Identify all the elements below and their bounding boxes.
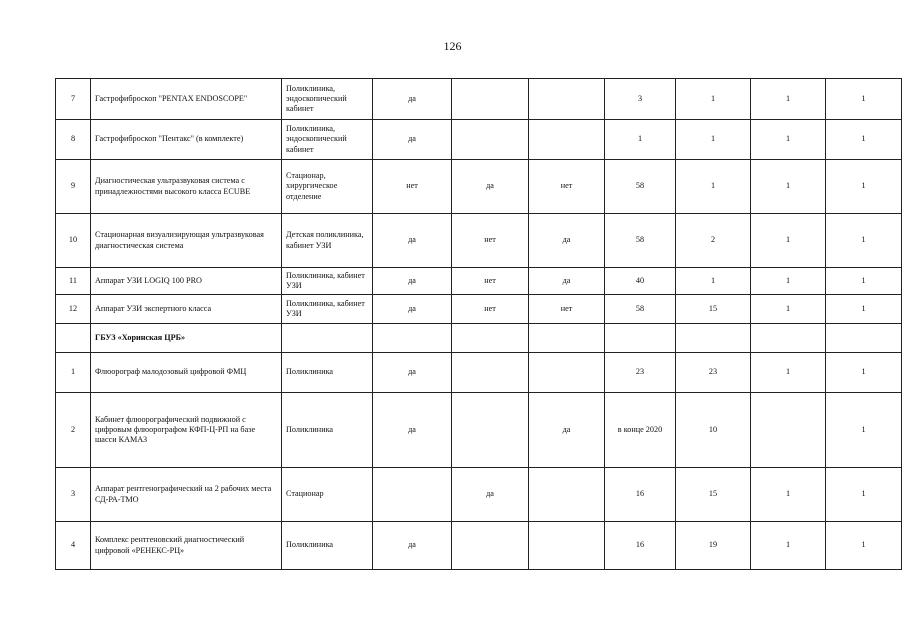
cell-col9 (751, 393, 826, 468)
cell-col8: 1 (676, 268, 751, 295)
cell-col10: 1 (826, 160, 902, 214)
equipment-name: Гастрофиброскоп "Пентакс" (в комплекте) (91, 120, 282, 160)
cell-col6 (529, 353, 605, 393)
equipment-name: Комплекс рентгеновский диагностический цифровой «РЕНЕКС-РЦ» (91, 522, 282, 570)
location: Поликлиника (282, 522, 373, 570)
cell-col10: 1 (826, 295, 902, 324)
section-row (56, 324, 902, 353)
cell-col7: 23 (605, 353, 676, 393)
cell-col9: 1 (751, 295, 826, 324)
row-number: 4 (56, 522, 91, 570)
row-number: 10 (56, 214, 91, 268)
cell-col5: нет (452, 214, 529, 268)
cell-col8: 1 (676, 120, 751, 160)
section-title: ГБУЗ «Хоринская ЦРБ» (91, 324, 282, 353)
cell-col5 (452, 79, 529, 120)
page-number: 126 (443, 39, 462, 53)
cell-col10: 1 (826, 353, 902, 393)
cell-col4: да (373, 268, 452, 295)
cell-col7: 1 (605, 120, 676, 160)
location: Поликлиника, кабинет УЗИ (282, 295, 373, 324)
table-row (56, 120, 902, 160)
cell-col4: да (373, 214, 452, 268)
table-row (56, 468, 902, 522)
cell-col9: 1 (751, 214, 826, 268)
location: Поликлиника, эндоскопический кабинет (282, 79, 373, 120)
cell-col10: 1 (826, 79, 902, 120)
cell-col9: 1 (751, 160, 826, 214)
cell-col10: 1 (826, 214, 902, 268)
row-number: 2 (56, 393, 91, 468)
table-row (56, 79, 902, 120)
cell-col9: 1 (751, 268, 826, 295)
cell-col9: 1 (751, 353, 826, 393)
equipment-name: Аппарат УЗИ LOGIQ 100 PRO (91, 268, 282, 295)
cell-col4: да (373, 353, 452, 393)
equipment-name: Кабинет флюорографический подвижной с цифровым флюорографом КФП-Ц-РП на базе шасси КАМАЗ (91, 393, 282, 468)
cell-col7: 58 (605, 160, 676, 214)
location: Стационар (282, 468, 373, 522)
row-number: 12 (56, 295, 91, 324)
cell-col10: 1 (826, 120, 902, 160)
table-row (56, 295, 902, 324)
row-number: 7 (56, 79, 91, 120)
cell-col9: 1 (751, 79, 826, 120)
cell-col6: нет (529, 295, 605, 324)
cell-col6 (529, 120, 605, 160)
equipment-name: Диагностическая ультразвуковая система с принадлежностями высокого класса ECUBE (91, 160, 282, 214)
cell-col8: 1 (676, 79, 751, 120)
cell-col8: 2 (676, 214, 751, 268)
location: Поликлиника (282, 353, 373, 393)
row-number: 11 (56, 268, 91, 295)
table-row (56, 393, 902, 468)
cell-col5 (452, 522, 529, 570)
cell-col7: 16 (605, 522, 676, 570)
cell-col7: 58 (605, 214, 676, 268)
table-row (56, 268, 902, 295)
table-row (56, 214, 902, 268)
cell-col9: 1 (751, 522, 826, 570)
equipment-name: Гастрофиброскоп "PENTAX ENDOSCOPE" (91, 79, 282, 120)
cell-col7: в конце 2020 (605, 393, 676, 468)
cell-col10: 1 (826, 268, 902, 295)
cell-col8: 1 (676, 160, 751, 214)
cell-col5 (452, 120, 529, 160)
location: Детская поликлиника, кабинет УЗИ (282, 214, 373, 268)
cell-col4 (373, 468, 452, 522)
cell-col6 (529, 79, 605, 120)
cell-col5 (452, 393, 529, 468)
cell-col7: 58 (605, 295, 676, 324)
cell-col10: 1 (826, 393, 902, 468)
cell-col4: да (373, 522, 452, 570)
cell-col8: 19 (676, 522, 751, 570)
cell-col7: 40 (605, 268, 676, 295)
row-number: 3 (56, 468, 91, 522)
cell-col6 (529, 468, 605, 522)
location: Поликлиника, кабинет УЗИ (282, 268, 373, 295)
equipment-name: Аппарат УЗИ экспертного класса (91, 295, 282, 324)
cell-col4: да (373, 295, 452, 324)
cell-col5: нет (452, 295, 529, 324)
cell-col8: 23 (676, 353, 751, 393)
cell-col6 (529, 522, 605, 570)
cell-col6: да (529, 268, 605, 295)
row-number: 1 (56, 353, 91, 393)
cell-col9: 1 (751, 120, 826, 160)
equipment-table (55, 78, 902, 570)
cell-col8: 15 (676, 295, 751, 324)
table-row (56, 160, 902, 214)
cell-col6: нет (529, 160, 605, 214)
cell-col10: 1 (826, 522, 902, 570)
cell-col6: да (529, 214, 605, 268)
cell-col8: 15 (676, 468, 751, 522)
cell-col7: 3 (605, 79, 676, 120)
cell-col8: 10 (676, 393, 751, 468)
cell-col7: 16 (605, 468, 676, 522)
cell-col4: нет (373, 160, 452, 214)
table-row (56, 353, 902, 393)
table-row (56, 522, 902, 570)
equipment-name: Аппарат рентгенографический на 2 рабочих места СД-РА-ТМО (91, 468, 282, 522)
equipment-name: Стационарная визуализирующая ультразвуковая диагностическая система (91, 214, 282, 268)
cell-col4: да (373, 393, 452, 468)
cell-col5: нет (452, 268, 529, 295)
location: Поликлиника (282, 393, 373, 468)
location: Поликлиника, эндоскопический кабинет (282, 120, 373, 160)
cell-col5: да (452, 160, 529, 214)
cell-col5: да (452, 468, 529, 522)
location: Стационар, хирургическое отделение (282, 160, 373, 214)
cell-col4: да (373, 120, 452, 160)
cell-col10: 1 (826, 468, 902, 522)
cell-col4: да (373, 79, 452, 120)
cell-col5 (452, 353, 529, 393)
row-number: 9 (56, 160, 91, 214)
cell-col9: 1 (751, 468, 826, 522)
equipment-name: Флюорограф малодозовый цифровой ФМЦ (91, 353, 282, 393)
cell-col6: да (529, 393, 605, 468)
row-number: 8 (56, 120, 91, 160)
